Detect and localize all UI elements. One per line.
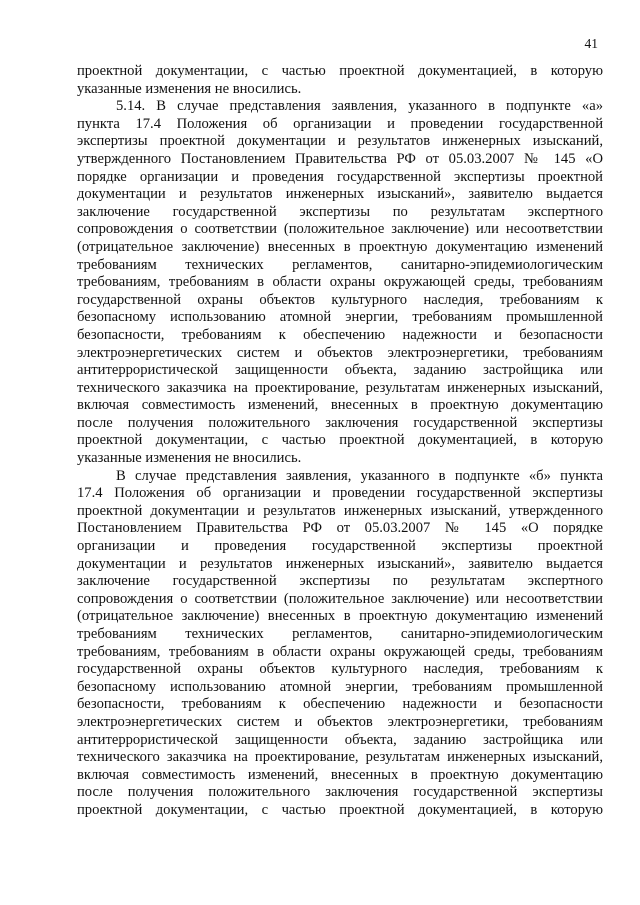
text-line: электроэнергетических систем и объектов электроэнергетики, требованиям xyxy=(77,713,603,730)
text-line: сопровождения о соответствии (положительное заключение) или несоответствии xyxy=(77,221,603,238)
text-line: документации и результатов инженерных изысканий», заявителю выдается xyxy=(77,186,603,203)
text-line: проектной документации, с частью проектной документацией, в которую xyxy=(77,63,603,79)
text-line: проектной документации и результатов инженерных изысканий, утвержденного xyxy=(77,502,603,519)
page-number: 41 xyxy=(584,36,598,51)
text-line: требованиям технических регламентов, санитарно-эпидемиологическим xyxy=(77,256,603,273)
document-body xyxy=(77,63,603,820)
text-line: государственной охраны объектов культурного наследия, требованиям к xyxy=(77,661,603,678)
text-line: безопасному использованию атомной энергии, требованиям промышленной xyxy=(77,309,603,326)
text-line: порядке организации и проведения государственной экспертизы проектной xyxy=(77,168,603,185)
text-line: государственной охраны объектов культурного наследия, требованиям к xyxy=(77,291,603,308)
text-line: требованиям, требованиям в области охраны окружающей среды, требованиям xyxy=(77,274,603,291)
text-line: указанные изменения не вносились. xyxy=(77,450,302,467)
text-line: антитеррористической защищенности объекта, заданию застройщика или xyxy=(77,362,603,379)
text-line: 17.4 Положения об организации и проведении государственной экспертизы xyxy=(77,485,603,502)
paragraph xyxy=(77,468,603,820)
text-line: документации и результатов инженерных изысканий», заявителю выдается xyxy=(77,555,603,572)
text-line: пункта 17.4 Положения об организации и проведении государственной xyxy=(77,115,603,132)
text-line: (отрицательное заключение) внесенных в проектную документацию изменений xyxy=(77,238,603,255)
paragraph xyxy=(77,98,603,467)
text-line: электроэнергетических систем и объектов электроэнергетики, требованиям xyxy=(77,344,603,361)
text-line: заключение государственной экспертизы по результатам экспертного xyxy=(77,203,603,220)
text-line: В случае представления заявления, указанного в подпункте «б» пункта xyxy=(116,467,603,484)
text-line: включая совместимость изменений, внесенных в проектную документацию xyxy=(77,397,603,414)
text-line: организации и проведения государственной экспертизы проектной xyxy=(77,538,603,555)
text-line: после получения положительного заключения государственной экспертизы xyxy=(77,784,603,801)
text-line: после получения положительного заключения государственной экспертизы xyxy=(77,414,603,431)
text-line: указанные изменения не вносились. xyxy=(77,80,302,97)
text-line: безопасности, требованиям к обеспечению надежности и безопасности xyxy=(77,326,603,343)
paragraph xyxy=(77,63,603,98)
text-line: 5.14. В случае представления заявления, указанного в подпункте «а» xyxy=(116,98,603,115)
text-line: требованиям, требованиям в области охраны окружающей среды, требованиям xyxy=(77,643,603,660)
text-line: включая совместимость изменений, внесенных в проектную документацию xyxy=(77,766,603,783)
text-line: безопасности, требованиям к обеспечению надежности и безопасности xyxy=(77,696,603,713)
text-line: сопровождения о соответствии (положительное заключение) или несоответствии xyxy=(77,590,603,607)
text-line: проектной документации, с частью проектной документацией, в которую xyxy=(77,801,603,818)
text-line: Постановлением Правительства РФ от 05.03.2007 № 145 «О порядке xyxy=(77,520,603,537)
text-line: технического заказчика на проектирование, результатам инженерных изысканий, xyxy=(77,749,603,766)
text-line: антитеррористической защищенности объекта, заданию застройщика или xyxy=(77,731,603,748)
text-line: безопасному использованию атомной энергии, требованиям промышленной xyxy=(77,678,603,695)
text-line: (отрицательное заключение) внесенных в проектную документацию изменений xyxy=(77,608,603,625)
text-line: проектной документации, с частью проектной документацией, в которую xyxy=(77,432,603,449)
text-line: экспертизы проектной документации и результатов инженерных изысканий, xyxy=(77,133,603,150)
text-line: заключение государственной экспертизы по результатам экспертного xyxy=(77,573,603,590)
text-line: требованиям технических регламентов, санитарно-эпидемиологическим xyxy=(77,626,603,642)
text-line: утвержденного Постановлением Правительства РФ от 05.03.2007 № 145 «О xyxy=(77,150,603,167)
text-line: технического заказчика на проектирование, результатам инженерных изысканий, xyxy=(77,379,603,396)
